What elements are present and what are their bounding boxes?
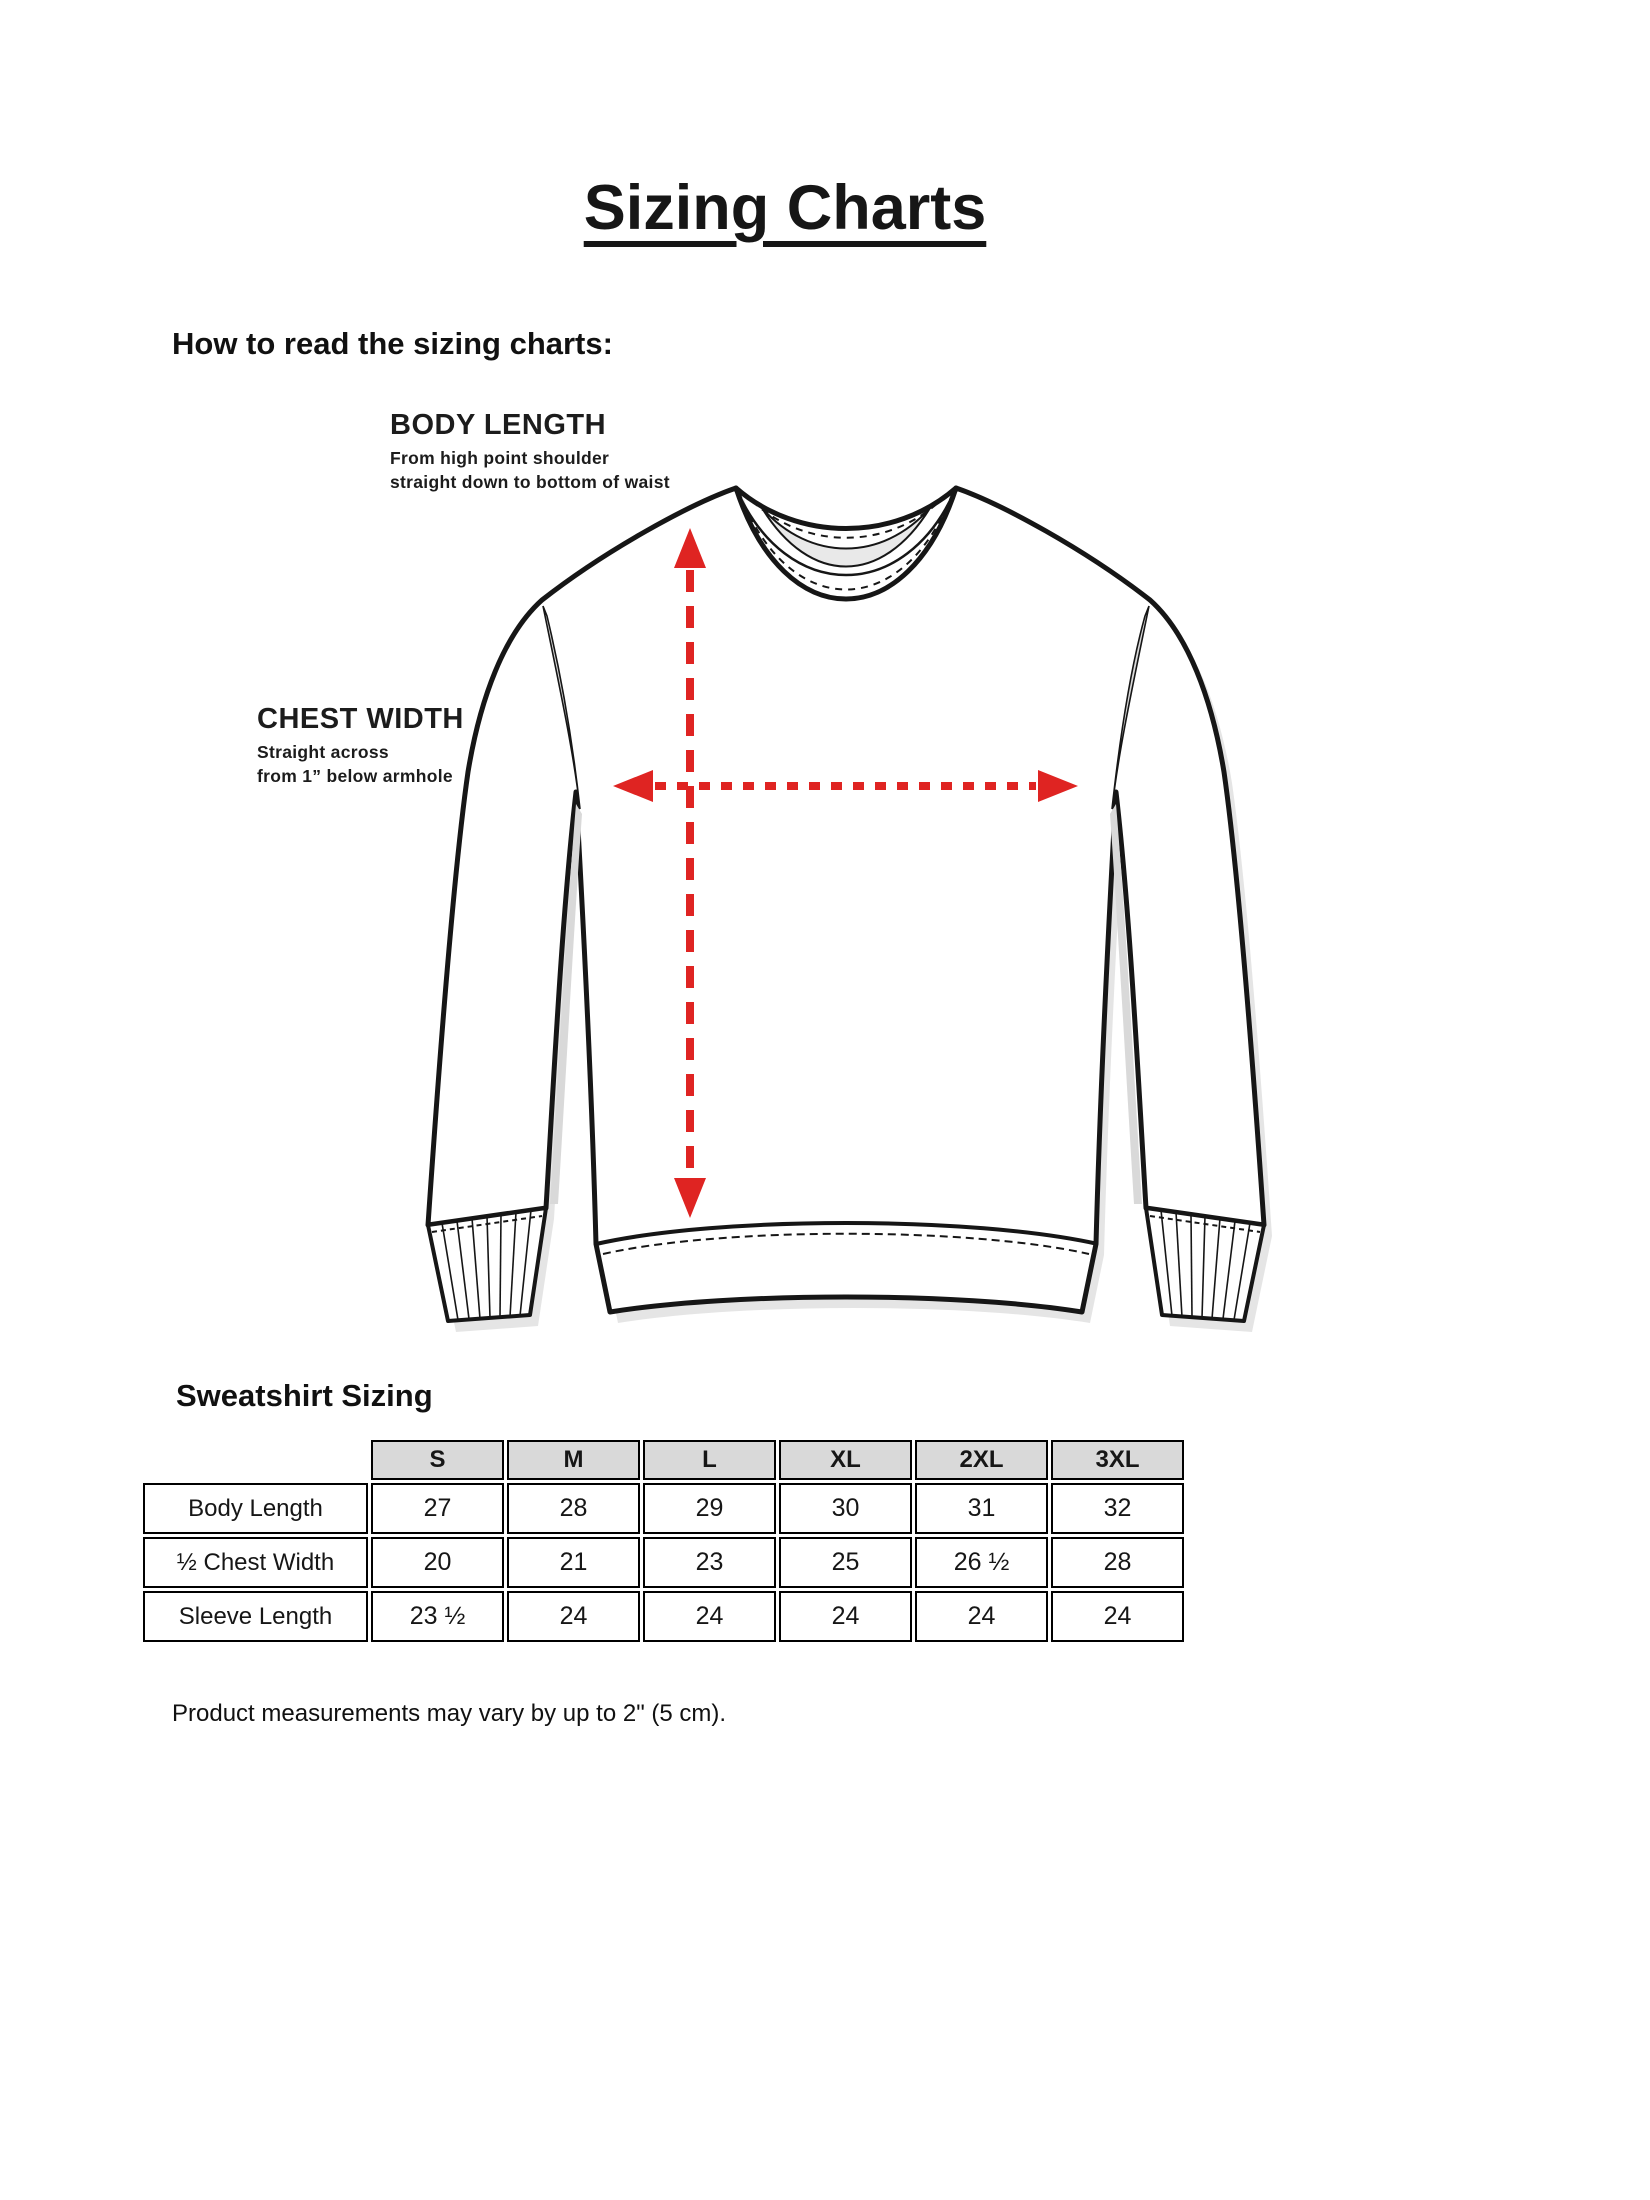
size-column-s: S — [371, 1440, 504, 1480]
measurement-disclaimer: Product measurements may vary by up to 2" (5 cm). — [172, 1700, 727, 1727]
sleeve-length-2xl: 24 — [915, 1591, 1048, 1642]
size-column-xl: XL — [779, 1440, 912, 1480]
row-label-chest-width: ½ Chest Width — [143, 1537, 368, 1588]
row-label-body-length: Body Length — [143, 1483, 368, 1534]
chest-width-label: CHEST WIDTH — [257, 703, 464, 735]
sizing-table — [140, 1437, 1187, 1645]
page-title-text: Sizing Charts — [583, 173, 987, 243]
table-corner-cell — [143, 1440, 368, 1480]
table-row-sleeve-length — [143, 1591, 1184, 1642]
body-length-description-line2: straight down to bottom of waist — [390, 472, 670, 492]
sleeve-length-m: 24 — [507, 1591, 640, 1642]
body-length-m: 28 — [507, 1483, 640, 1534]
sleeve-length-l: 24 — [643, 1591, 776, 1642]
row-label-sleeve-length: Sleeve Length — [143, 1591, 368, 1642]
sleeve-length-xl: 24 — [779, 1591, 912, 1642]
chest-width-s: 20 — [371, 1537, 504, 1588]
body-length-2xl: 31 — [915, 1483, 1048, 1534]
left-cuff — [428, 1208, 546, 1321]
how-to-heading: How to read the sizing charts: — [172, 326, 613, 361]
chest-width-xl: 25 — [779, 1537, 912, 1588]
chest-width-description-line1: Straight across — [257, 742, 389, 762]
chest-width-2xl: 26 ½ — [915, 1537, 1048, 1588]
chest-width-m: 21 — [507, 1537, 640, 1588]
sleeve-length-3xl: 24 — [1051, 1591, 1184, 1642]
table-row-body-length — [143, 1483, 1184, 1534]
body-length-label: BODY LENGTH — [390, 409, 607, 441]
sweatshirt-sizing-heading: Sweatshirt Sizing — [176, 1378, 433, 1413]
body-length-3xl: 32 — [1051, 1483, 1184, 1534]
right-cuff — [1146, 1208, 1264, 1321]
sleeve-length-s: 23 ½ — [371, 1591, 504, 1642]
body-length-xl: 30 — [779, 1483, 912, 1534]
chest-width-l: 23 — [643, 1537, 776, 1588]
page-title — [0, 172, 1570, 244]
size-column-2xl: 2XL — [915, 1440, 1048, 1480]
table-row-chest-width — [143, 1537, 1184, 1588]
size-column-l: L — [643, 1440, 776, 1480]
size-column-m: M — [507, 1440, 640, 1480]
sweatshirt-illustration — [400, 474, 1300, 1354]
size-header-row — [143, 1440, 1184, 1480]
body-length-l: 29 — [643, 1483, 776, 1534]
body-length-s: 27 — [371, 1483, 504, 1534]
body-length-description-line1: From high point shoulder — [390, 448, 610, 468]
size-column-3xl: 3XL — [1051, 1440, 1184, 1480]
chest-width-3xl: 28 — [1051, 1537, 1184, 1588]
chest-width-description-line2: from 1” below armhole — [257, 766, 453, 786]
